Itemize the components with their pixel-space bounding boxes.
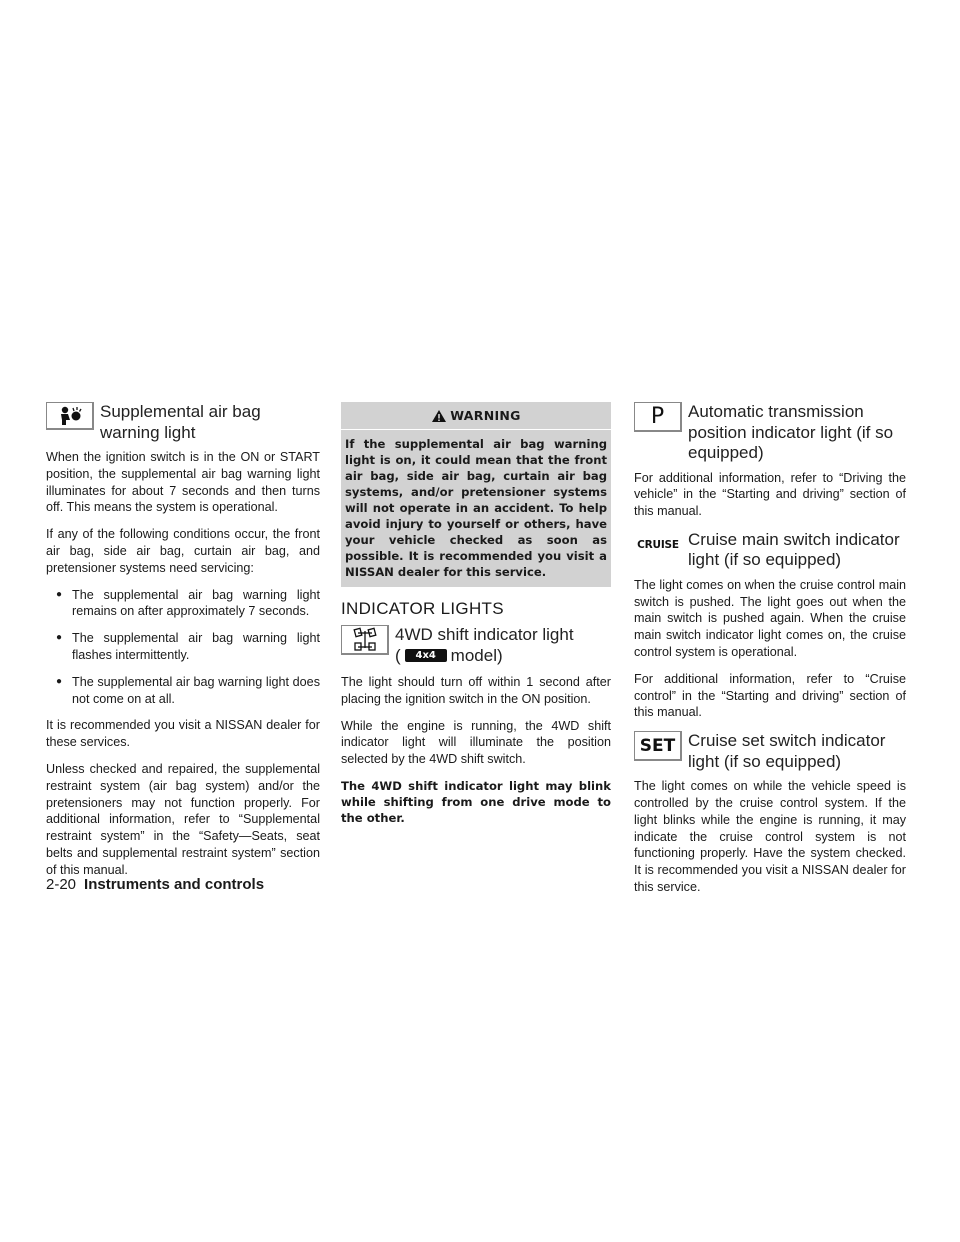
cruise-icon-label: CRUISE — [637, 538, 679, 551]
fwd-shift-heading — [341, 625, 611, 666]
page-footer — [46, 876, 264, 893]
warning-title — [341, 404, 611, 430]
at-position-title: Automatic transmission position indicator light (if so equipped) — [688, 402, 894, 462]
cruise-set-title: Cruise set switch indicator light (if so equipped) — [688, 731, 886, 771]
indicator-lights-title: INDICATOR LIGHTS — [341, 599, 504, 618]
column-right — [634, 402, 906, 906]
page-number: 2-20 — [46, 876, 77, 893]
cruise-main-heading — [634, 530, 906, 571]
airbag-paragraph-4: Unless checked and repaired, the supplemental restraint system (air bag system) and/or the pretensioners may not function properly. For additional information, refer to “Supplemental restraint system” in the “Safety—Seats, seat belts and supplemental restraint system” section of this manual. — [46, 761, 320, 877]
fwd-shift-paren: ( — [395, 645, 401, 665]
park-position-label: P — [650, 403, 665, 429]
column-left — [46, 402, 320, 889]
list-item: ● The supplemental air bag warning light remains on after approximately 7 seconds. — [46, 587, 320, 621]
at-position-heading — [634, 402, 906, 464]
four-by-four-label: 4x4 — [415, 650, 436, 662]
cruise-main-title: Cruise main switch indicator light (if so equipped) — [688, 529, 900, 570]
fwd-paragraph-2: While the engine is running, the 4WD shift indicator light will illuminate the position selected by the 4WD shift switch. — [341, 718, 611, 767]
cruise-paragraph-1: The light comes on when the cruise control main switch is pushed. The light goes out when the main switch is pushed again. When the cruise main switch indicator light comes on, the cruise control system is operational. — [634, 577, 906, 660]
airbag-warning-title: Supplemental air bag warning light — [100, 402, 261, 442]
airbag-warning-heading — [46, 402, 320, 443]
airbag-paragraph-1: When the ignition switch is in the ON or START position, the supplemental air bag warning light illuminates for about 7 seconds and then turns off. This means the system is operational. — [46, 450, 320, 515]
fwd-paragraph-1: The light should turn off within 1 second after placing the ignition switch in the ON position. — [341, 675, 611, 706]
cruise-set-heading — [634, 731, 906, 772]
list-item: ● The supplemental air bag warning light flashes intermittently. — [46, 630, 320, 664]
warning-title-text: WARNING — [450, 408, 521, 423]
airbag-paragraph-2: If any of the following conditions occur, the front air bag, side air bag, curtain air bag, and pretensioner systems need servicing: — [46, 527, 320, 575]
four-by-four-icon — [405, 649, 447, 662]
warning-triangle-icon — [431, 409, 447, 423]
set-icon-label: SET — [639, 735, 676, 756]
airbag-warning-icon — [46, 402, 94, 430]
cruise-paragraph-2: For additional information, refer to “Cruise control” in the “Starting and driving” section of this manual. — [634, 671, 906, 720]
airbag-paragraph-3: It is recommended you visit a NISSAN dealer for these services. — [46, 718, 320, 750]
list-item: ● The supplemental air bag warning light does not come on at all. — [46, 674, 320, 708]
fwd-shift-icon — [341, 625, 389, 655]
park-position-icon — [634, 402, 682, 432]
column-middle — [341, 402, 611, 836]
warning-text: If the supplemental air bag warning light is on, it could mean that the front air bag, side air bag, curtain air bag systems, and/or pretensioner systems will not operate in an accident. To help avoid injury to yourself or others, have your vehicle checked as soon as possible. It is recommended you visit a NISSAN dealer for this service. — [345, 437, 607, 579]
fwd-bold-note: The 4WD shift indicator light may blink while shifting from one drive mode to the other. — [341, 778, 611, 825]
set-icon — [634, 731, 682, 761]
warning-box — [341, 402, 611, 587]
airbag-conditions-list — [46, 587, 320, 708]
at-paragraph: For additional information, refer to “Driving the vehicle” in the “Starting and driving” section of this manual. — [634, 470, 906, 519]
fwd-shift-title: 4WD shift indicator light — [395, 625, 574, 644]
fwd-shift-model-text: model) — [450, 645, 503, 665]
set-paragraph: The light comes on while the vehicle speed is controlled by the cruise control system. If the light blinks while the engine is running, it may indicate the cruise control system is not functioning properly. Have the system checked. It is recommended you visit a NISSAN dealer for this service. — [634, 779, 906, 895]
chapter-title: Instruments and controls — [84, 876, 265, 893]
cruise-icon — [634, 534, 682, 556]
